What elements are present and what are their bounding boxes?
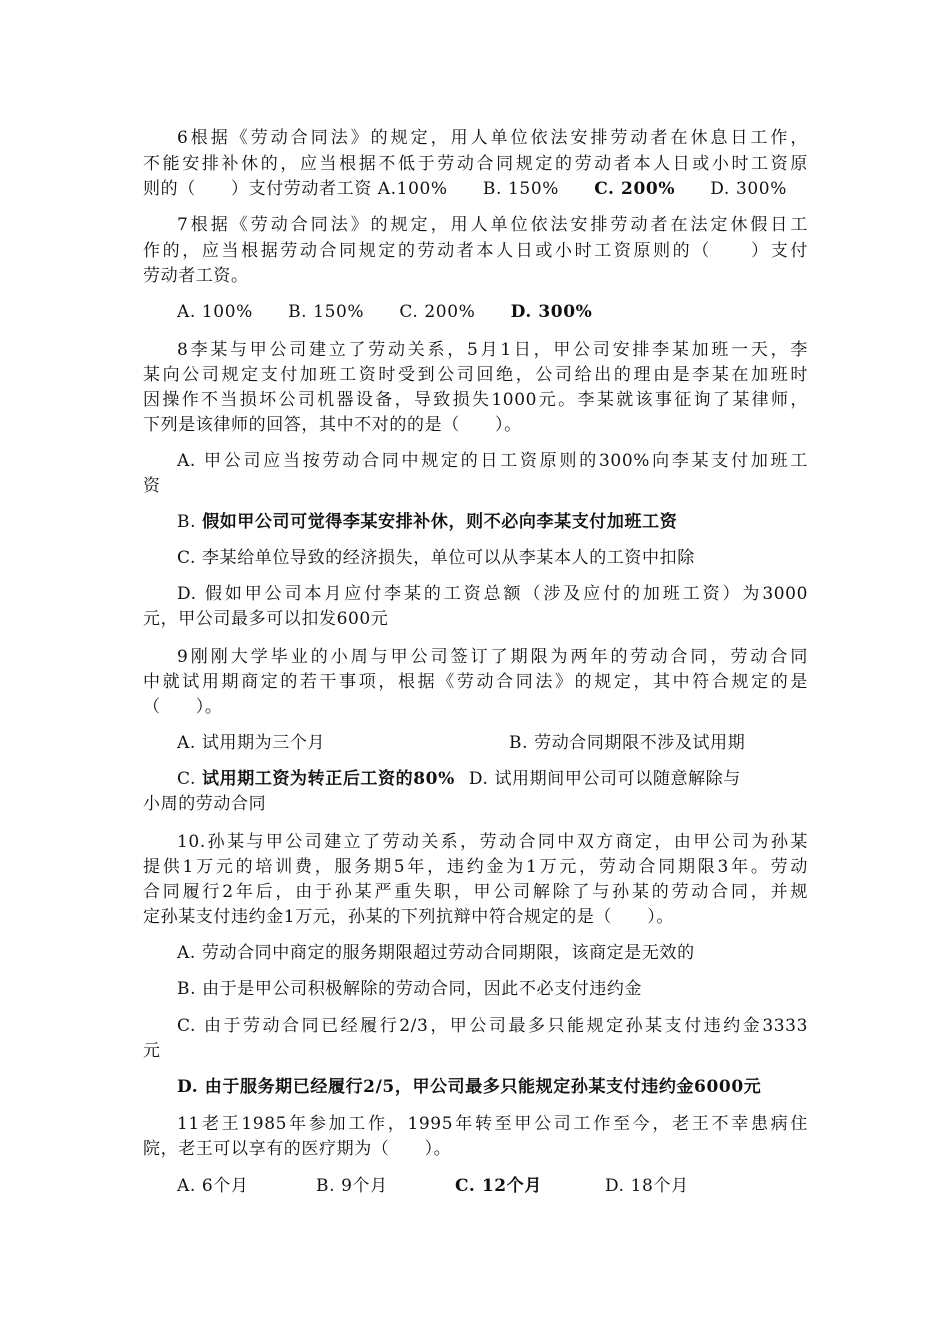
q9-line-3: （ ）。 bbox=[143, 697, 223, 717]
q8-option-b-letter: B. bbox=[177, 512, 203, 532]
q7-options bbox=[177, 300, 808, 324]
q6-answer: C. 200% bbox=[594, 179, 676, 199]
q9-line-1: 9刚刚大学毕业的小周与甲公司签订了期限为两年的劳动合同，劳动合同 bbox=[177, 647, 808, 667]
q8-line-4: 下列是该律师的回答，其中不对的的是（ ）。 bbox=[143, 415, 522, 435]
q10-line-1: 10.孙某与甲公司建立了劳动关系，劳动合同中双方商定，由甲公司为孙某 bbox=[177, 832, 808, 852]
q6-line-1: 6根据《劳动合同法》的规定，用人单位依法安排劳动者在休息日工作， bbox=[177, 128, 808, 148]
q8-line-1: 8李某与甲公司建立了劳动关系，5月1日，甲公司安排李某加班一天，李 bbox=[177, 340, 808, 360]
q6-line-3 bbox=[143, 177, 808, 201]
q9-answer: 试用期工资为转正后工资的80% bbox=[202, 769, 455, 789]
q10-line-4: 定孙某支付违约金1万元，孙某的下列抗辩中符合规定的是（ ）。 bbox=[143, 907, 674, 927]
q9-option-d: D. 试用期间甲公司可以随意解除与 bbox=[468, 769, 741, 789]
q11-option-d: D. 18个月 bbox=[605, 1176, 689, 1196]
q9-option-d-cont: 小周的劳动合同 bbox=[143, 794, 267, 814]
q11-line-1: 11老王1985年参加工作，1995年转至甲公司工作至今，老王不幸患病住 bbox=[177, 1114, 808, 1134]
q10-option-c-cont: 元 bbox=[143, 1041, 161, 1061]
q8-answer: 假如甲公司可觉得李某安排补休，则不必向李某支付加班工资 bbox=[202, 512, 678, 532]
q10-line-3: 合同履行2年后，由于孙某严重失职，甲公司解除了与孙某的劳动合同，并规 bbox=[143, 882, 808, 902]
q11-option-b: B. 9个月 bbox=[316, 1176, 388, 1196]
q7-answer: D. 300% bbox=[510, 302, 593, 322]
q10-answer: D. 由于服务期已经履行2/5，甲公司最多只能规定孙某支付违约金6000元 bbox=[177, 1077, 762, 1097]
q10-option-c: C. 由于劳动合同已经履行2/3，甲公司最多只能规定孙某支付违约金3333 bbox=[177, 1016, 808, 1036]
q8-option-a-cont: 资 bbox=[143, 476, 161, 496]
q9-line-2: 中就试用期商定的若干事项，根据《劳动合同法》的规定，其中符合规定的是 bbox=[143, 672, 808, 692]
q6-line-3-text: 则的（ ）支付劳动者工资 A.100% B. 150% bbox=[143, 179, 595, 199]
q9-options-cd bbox=[177, 767, 808, 791]
q7-options-text: A. 100% B. 150% C. 200% bbox=[177, 302, 511, 322]
q9-option-b: B. 劳动合同期限不涉及试用期 bbox=[509, 733, 746, 753]
q9-option-a: A. 试用期为三个月 bbox=[177, 733, 326, 753]
q10-line-2: 提供1万元的培训费，服务期5年，违约金为1万元，劳动合同期限3年。劳动 bbox=[143, 857, 808, 877]
q8-line-2: 某向公司规定支付加班工资时受到公司回绝，公司给出的理由是李某在加班时 bbox=[143, 365, 808, 385]
q8-option-d: D. 假如甲公司本月应付李某的工资总额（涉及应付的加班工资）为3000 bbox=[177, 584, 808, 604]
q11-answer: C. 12个月 bbox=[455, 1176, 542, 1196]
q10-option-b: B. 由于是甲公司积极解除的劳动合同，因此不必支付违约金 bbox=[177, 979, 643, 999]
q8-option-c: C. 李某给单位导致的经济损失，单位可以从李某本人的工资中扣除 bbox=[177, 548, 695, 568]
q8-option-b bbox=[177, 510, 808, 534]
q7-line-3: 劳动者工资。 bbox=[143, 266, 249, 286]
q7-line-2: 作的，应当根据劳动合同规定的劳动者本人日或小时工资原则的（ ）支付 bbox=[143, 241, 808, 261]
q6-line-2: 不能安排补休的，应当根据不低于劳动合同规定的劳动者本人日或小时工资原 bbox=[143, 154, 808, 174]
q9-option-c-letter: C. bbox=[177, 769, 203, 789]
q10-option-a: A. 劳动合同中商定的服务期限超过劳动合同期限，该商定是无效的 bbox=[177, 943, 695, 963]
q8-line-3: 因操作不当损坏公司机器设备，导致损失1000元。李某就该事征询了某律师， bbox=[143, 390, 808, 410]
q7-line-1: 7根据《劳动合同法》的规定，用人单位依法安排劳动者在法定休假日工 bbox=[177, 215, 808, 235]
q11-option-a: A. 6个月 bbox=[177, 1176, 249, 1196]
q11-line-2: 院，老王可以享有的医疗期为（ ）。 bbox=[143, 1139, 452, 1159]
q6-option-d: D. 300% bbox=[675, 179, 787, 199]
q8-option-a: A. 甲公司应当按劳动合同中规定的日工资原则的300%向李某支付加班工 bbox=[177, 451, 808, 471]
q8-option-d-cont: 元，甲公司最多可以扣发600元 bbox=[143, 609, 389, 629]
